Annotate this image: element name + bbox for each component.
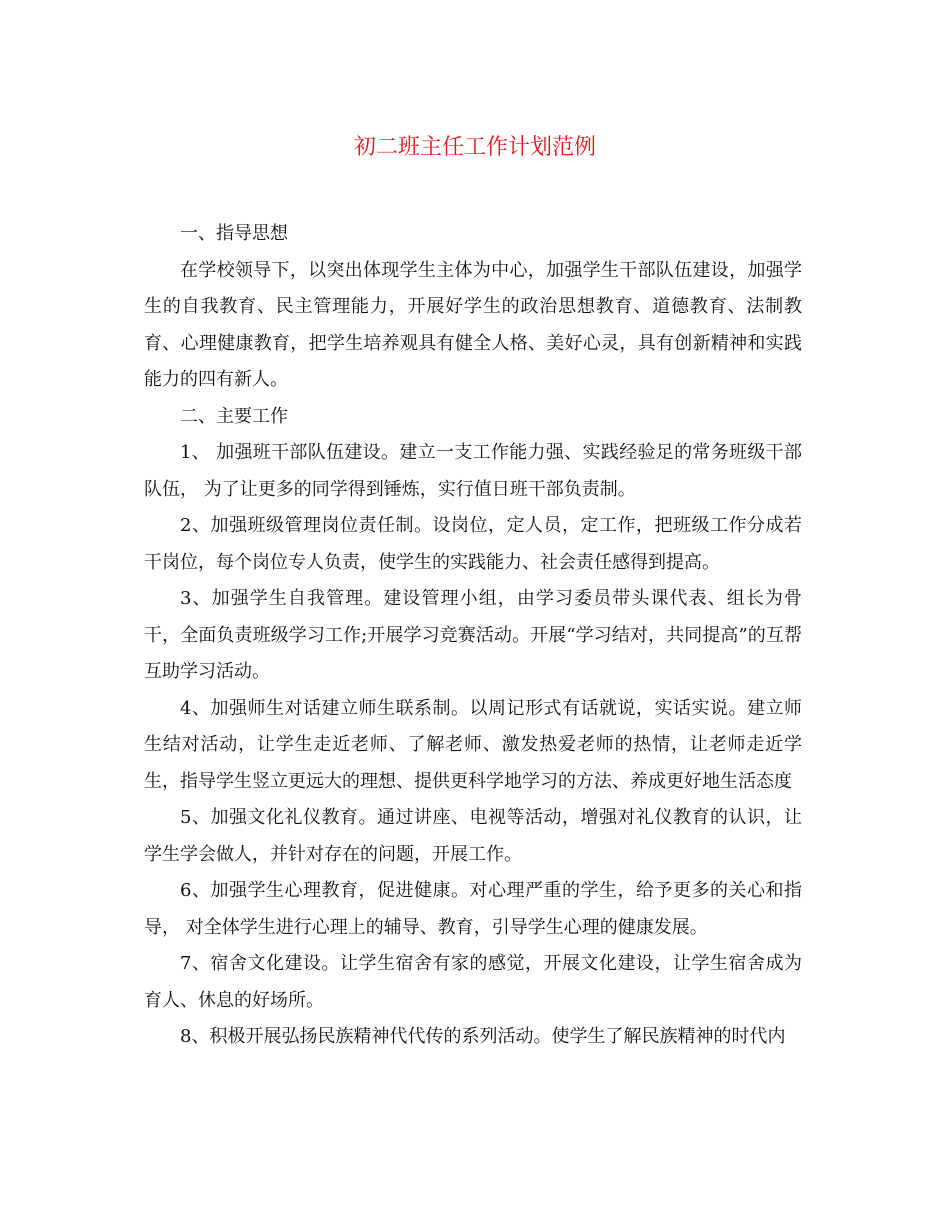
paragraph-work-item-4: 4、加强师生对话建立师生联系制。以周记形式有话就说，实话实说。建立师生结对活动，让学生走近老师、了解老师、激发热爱老师的热情，让老师走近学生，指导学生竖立更远大的理想、提供更科学地学习的方法、养成更好地生活态度 (144, 697, 802, 792)
section-heading-main-work: 二、主要工作 (180, 405, 288, 427)
paragraph-work-item-3: 3、加强学生自我管理。建设管理小组，由学习委员带头课代表、组长为骨干，全面负责班级学习工作;开展学习竞赛活动。开展“学习结对，共同提高”的互帮互助学习活动。 (144, 588, 802, 682)
paragraph-work-item-5: 5、加强文化礼仪教育。通过讲座、电视等活动，增强对礼仪教育的认识，让学生学会做人，并针对存在的问题，开展工作。 (144, 807, 802, 865)
section-heading-guiding-ideology: 一、指导思想 (180, 223, 288, 244)
paragraph-work-item-7: 7、宿舍文化建设。让学生宿舍有家的感觉，开展文化建设，让学生宿舍成为育人、休息的好场所。 (144, 953, 802, 1011)
paragraph-work-item-8: 8、积极开展弘扬民族精神代代传的系列活动。使学生了解民族精神的时代内 (180, 1026, 786, 1047)
document-body (144, 216, 802, 1056)
paragraph-work-item-1: 1、 加强班干部队伍建设。建立一支工作能力强、实践经验足的常务班级干部队伍， 为了让更多的同学得到锤炼，实行值日班干部负责制。 (144, 442, 802, 500)
document-title: 初二班主任工作计划范例 (353, 135, 596, 160)
paragraph-work-item-2: 2、加强班级管理岗位责任制。设岗位，定人员，定工作，把班级工作分成若干岗位，每个岗位专人负责，使学生的实践能力、社会责任感得到提高。 (144, 515, 802, 573)
paragraph-work-item-6: 6、加强学生心理教育，促进健康。对心理严重的学生，给予更多的关心和指导， 对全体学生进行心理上的辅导、教育，引导学生心理的健康发展。 (144, 880, 802, 938)
paragraph-guiding-ideology: 在学校领导下，以突出体现学生主体为中心，加强学生干部队伍建设，加强学生的自我教育、民主管理能力，开展好学生的政治思想教育、道德教育、法制教育、心理健康教育，把学生培养观具有健全人格、美好心灵，具有创新精神和实践能力的四有新人。 (144, 259, 802, 390)
